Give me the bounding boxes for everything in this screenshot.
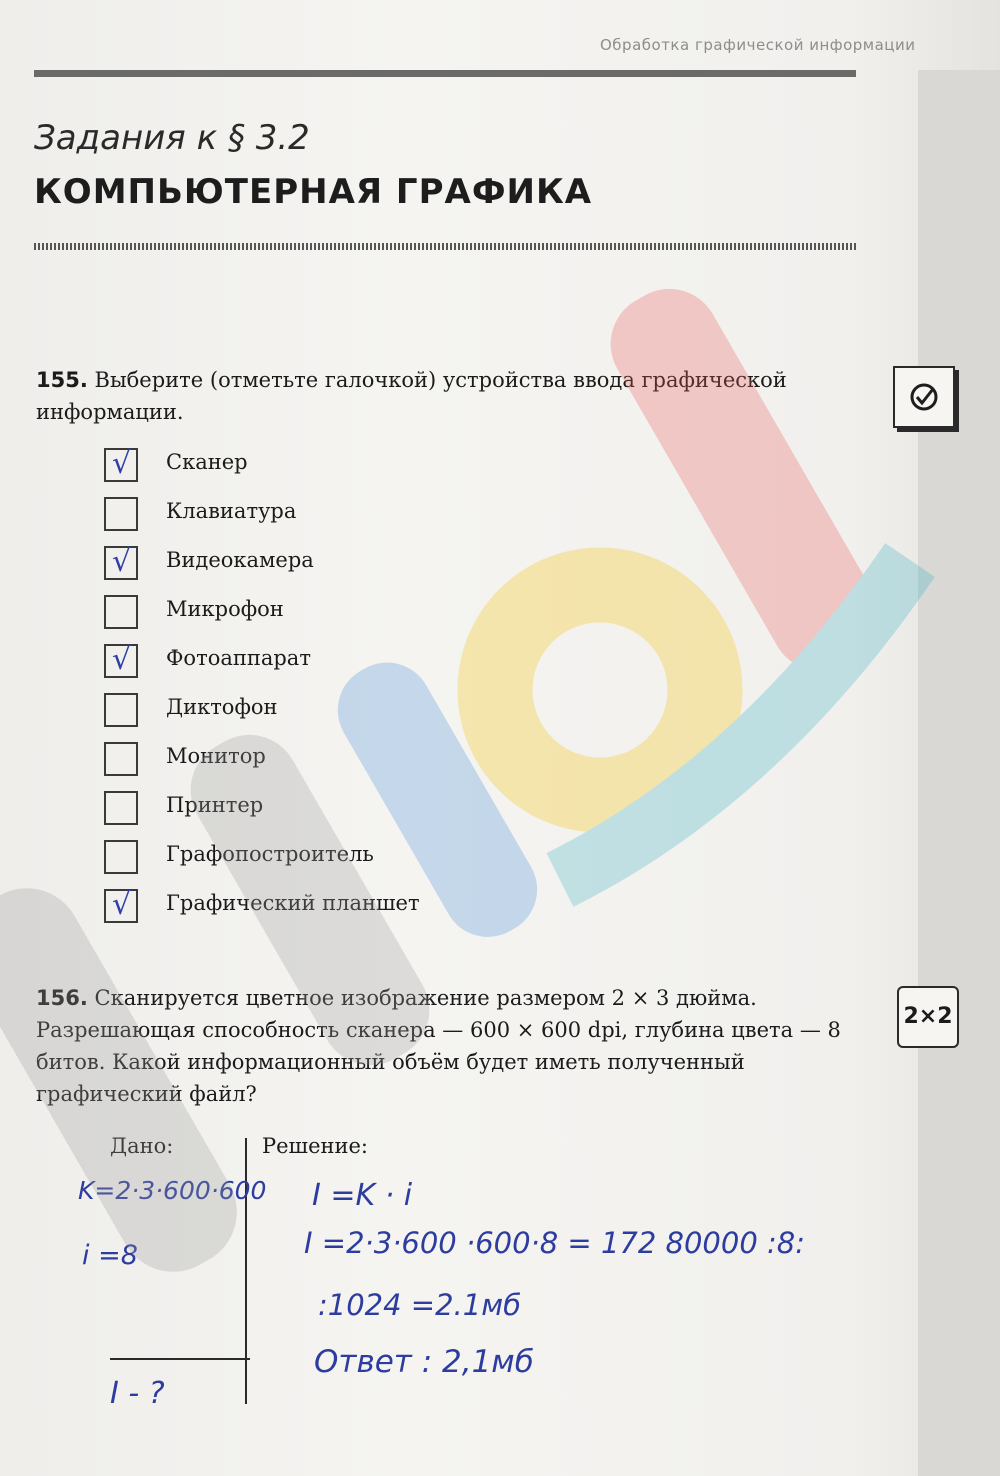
checkbox[interactable] [104,742,138,776]
checklist-item[interactable] [104,546,524,582]
given-line: K=2·3·600·600 [78,1176,267,1205]
checklist-item[interactable] [104,497,524,533]
checklist-item-label: Видеокамера [166,548,314,572]
solution-line: :1024 =2.1мб [318,1288,521,1322]
checkbox[interactable] [104,448,138,482]
checklist-item-label: Графопостроитель [166,842,374,866]
checklist-item-label: Диктофон [166,695,278,719]
checkbox[interactable] [104,840,138,874]
handwritten-check-icon: √ [112,446,132,481]
checkbox[interactable] [104,791,138,825]
checklist-item[interactable] [104,693,524,729]
given-heading: Дано: [110,1134,174,1158]
checklist-item[interactable] [104,448,524,484]
checklist-item-label: Монитор [166,744,266,768]
find-line: I - ? [110,1376,165,1411]
checkbox[interactable] [104,889,138,923]
checklist-item-label: Микрофон [166,597,284,621]
task-number: 155. [36,368,88,392]
section-subtitle: Задания к § 3.2 [34,118,310,158]
task-156 [36,982,864,1110]
checklist-item-label: Клавиатура [166,499,297,523]
solution-line: I =K · i [312,1178,413,1213]
given-line: i =8 [82,1240,138,1271]
pair-work-icon: 2×2 [897,986,959,1048]
checkbox[interactable] [104,693,138,727]
answer-line: Ответ : 2,1мб [314,1344,534,1380]
checkbox[interactable] [104,546,138,580]
checklist-item[interactable] [104,889,524,925]
find-divider [110,1358,250,1360]
checkbox[interactable] [104,497,138,531]
task-155 [36,364,864,428]
handwritten-check-icon: √ [112,544,132,579]
running-head: Обработка графической информации [600,36,916,54]
top-rule [34,70,856,77]
dotted-rule [34,243,856,250]
checklist-item[interactable] [104,791,524,827]
task-number: 156. [36,986,88,1010]
handwritten-check-icon: √ [112,642,132,677]
checklist-item[interactable] [104,840,524,876]
solution-line: I =2·3·600 ·600·8 = 172 80000 :8: [304,1226,805,1260]
solution-heading: Решение: [262,1134,369,1158]
checkmark-circle-icon [893,366,955,428]
checklist-item[interactable] [104,742,524,778]
handwritten-check-icon: √ [112,887,132,922]
checklist-item[interactable] [104,595,524,631]
task-text: Сканируется цветное изображение размером 2 × 3 дюйма. Разрешающая способность сканера — 600 × 600 dpi, глубина цвета — 8 битов. Какой информационный объём будет иметь полученный графический файл? [36,986,841,1106]
checkbox[interactable] [104,644,138,678]
checklist-item-label: Принтер [166,793,264,817]
checkbox[interactable] [104,595,138,629]
checklist-item[interactable] [104,644,524,680]
checklist-item-label: Графический планшет [166,891,420,915]
checklist-item-label: Сканер [166,450,248,474]
checklist-item-label: Фотоаппарат [166,646,311,670]
section-title: КОМПЬЮТЕРНАЯ ГРАФИКА [34,172,593,212]
adjacent-page-edge [918,70,1000,1476]
task-text: Выберите (отметьте галочкой) устройства ввода графической информации. [36,368,787,424]
